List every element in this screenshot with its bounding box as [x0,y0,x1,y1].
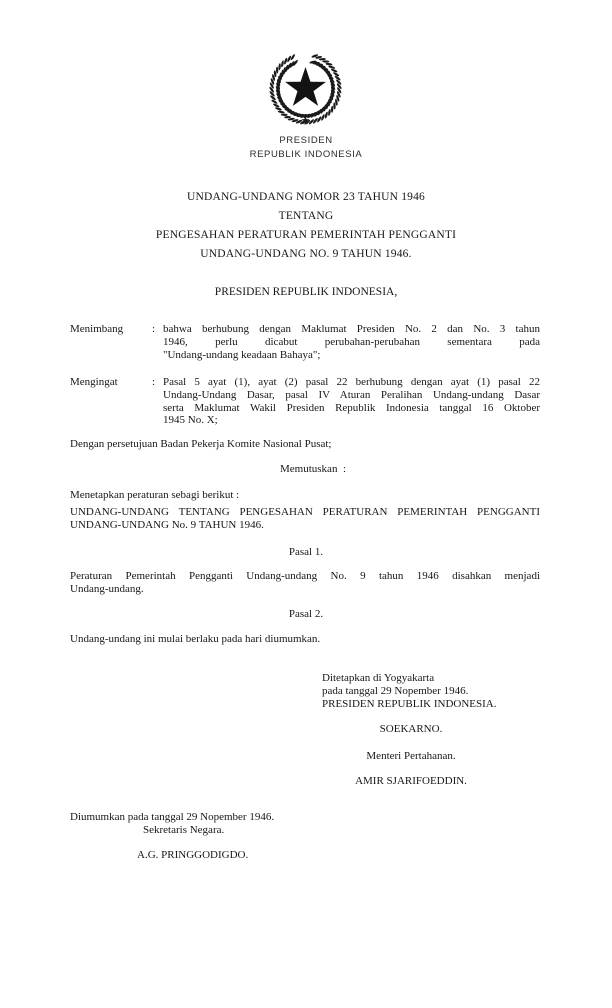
star-wreath-emblem-icon [268,51,343,126]
consideration-line: 1945 No. X; [163,414,218,427]
consideration-label: Mengingat [70,376,118,388]
article-1-heading: Pasal 1. [288,546,324,558]
countersigner-office: Menteri Pertahanan. [366,750,456,762]
consideration-line: Undang-Undang Dasar, pasal IV Aturan Peralihan Undang-undang Dasar [163,388,540,401]
title-line-subject2: UNDANG-UNDANG NO. 9 TAHUN 1946. [200,248,412,260]
consideration-line: serta Maklumat Wakil Presiden Republik Indonesia tanggal 16 Oktober [163,401,540,414]
consideration-text [163,323,540,361]
article-line: Peraturan Pemerintah Pengganti Undang-undang No. 9 tahun 1946 disahkan menjadi [70,570,540,582]
countersigner-name: AMIR SJARIFOEDDIN. [355,775,467,787]
consideration-line: Pasal 5 ayat (1), ayat (2) pasal 22 berhubung dengan ayat (1) pasal 22 [163,376,540,388]
letterhead-presiden: PRESIDEN [279,135,333,146]
consideration-row-menimbang [70,323,540,361]
agreement-line: Dengan persetujuan Badan Pekerja Komite Nasional Pusat; [70,438,332,450]
signature-block [322,672,500,788]
letterhead-republik-indonesia: REPUBLIK INDONESIA [249,148,363,160]
enacting-clause: Menetapkan peraturan sebagi berikut : [70,489,240,501]
article-1-body [70,570,540,596]
consideration-colon: : [152,323,156,335]
article-2-heading: Pasal 2. [288,608,324,620]
consideration-row-mengingat [70,376,540,427]
document-title [0,188,612,264]
consideration-colon: : [152,376,156,388]
salutation: PRESIDEN REPUBLIK INDONESIA, [214,286,398,298]
consideration-line: "Undang-undang keadaan Bahaya"; [163,348,321,361]
consideration-line: 1946, perlu dicabut perubahan-perubahan sementara pada [163,335,540,348]
title-line-number: UNDANG-UNDANG NOMOR 23 TAHUN 1946 [186,191,425,203]
signer-name: SOEKARNO. [379,723,443,735]
promulgation-date-line: Diumumkan pada tanggal 29 Nopember 1946. [70,811,275,823]
decree-paragraph [70,506,540,532]
article-line: Undang-undang ini mulai berlaku pada hari diumumkan. [70,633,321,645]
promulgation-name: A.G. PRINGGODIGDO. [137,849,249,861]
consideration-line: bahwa berhubung dengan Maklumat Presiden No. 2 dan No. 3 tahun [163,323,540,335]
article-2-body [70,633,540,646]
decree-line: UNDANG-UNDANG TENTANG PENGESAHAN PERATURAN PEMERINTAH PENGGANTI [70,506,540,518]
signature-office: PRESIDEN REPUBLIK INDONESIA. [322,698,497,710]
star-shape [285,67,326,106]
signature-place: Ditetapkan di Yogyakarta [322,672,435,684]
article-line: Undang-undang. [70,582,144,595]
title-line-tentang: TENTANG [278,210,334,222]
signature-date: pada tanggal 29 Nopember 1946. [322,685,469,697]
decree-line: UNDANG-UNDANG No. 9 TAHUN 1946. [70,518,264,531]
promulgation-office: Sekretaris Negara. [143,824,225,836]
consideration-text [163,376,540,427]
letterhead [0,134,612,161]
decision-heading: Memutuskan : [280,463,346,475]
title-line-subject: PENGESAHAN PERATURAN PEMERINTAH PENGGANTI [155,229,457,241]
consideration-label: Menimbang [70,323,124,335]
promulgation-block [70,811,390,862]
